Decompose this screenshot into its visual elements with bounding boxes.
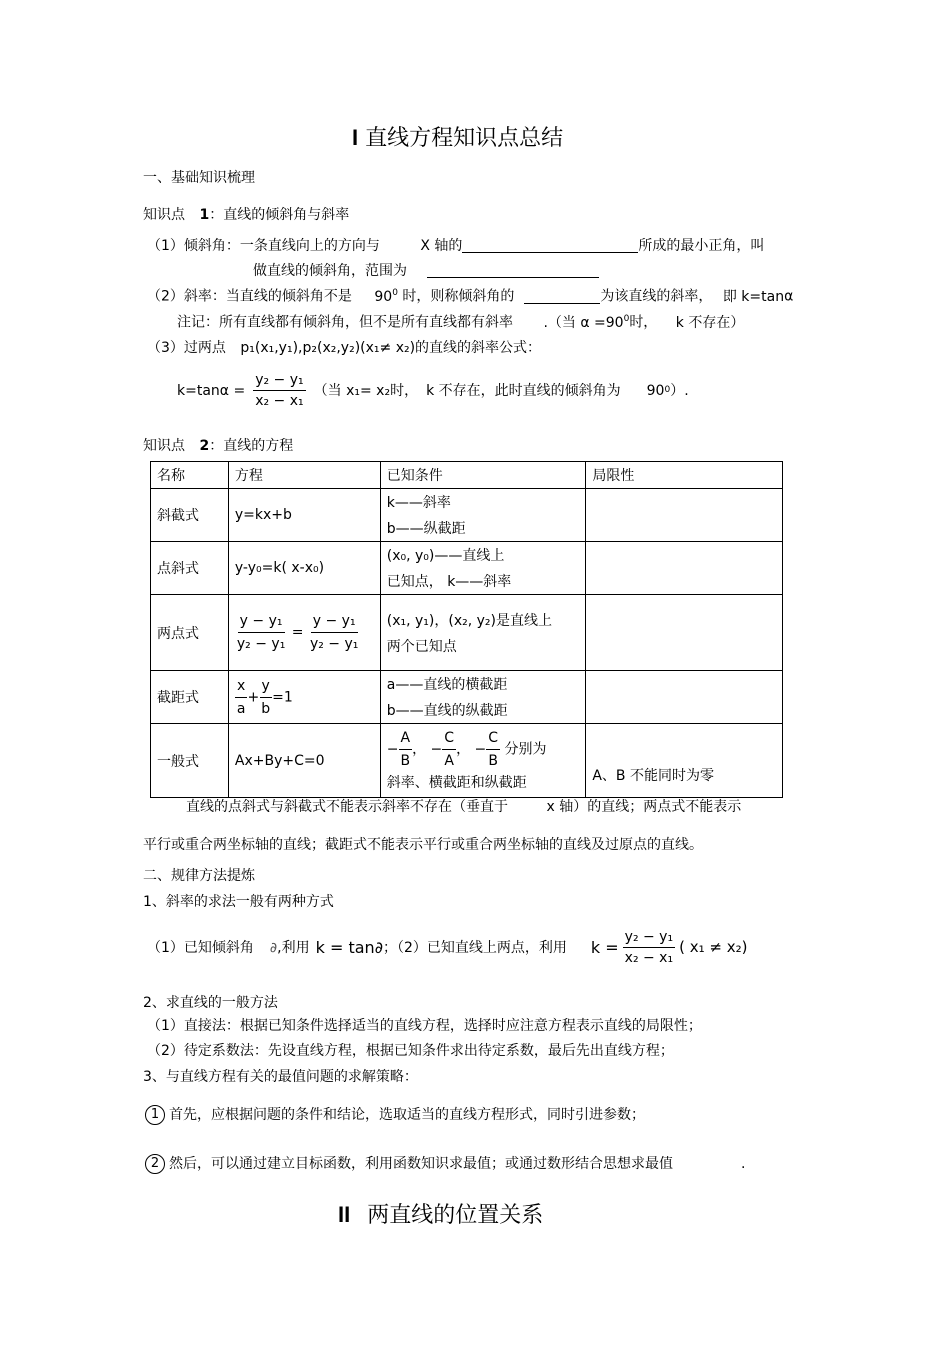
frac-den: a	[236, 700, 246, 717]
knowledge-point-1	[143, 208, 349, 222]
strategy-2-text: 然后，可以通过建立目标函数，利用函数知识求最值；或通过数形结合思想求最值	[169, 1156, 673, 1172]
l1-c: 所成的最小正角，叫	[638, 238, 765, 254]
slope-formula	[177, 373, 689, 408]
m1f-fraction	[623, 930, 675, 965]
m1f-c: k = tan∂	[315, 937, 383, 957]
slope-line	[147, 289, 793, 304]
method-3: 3、与直线方程有关的最值问题的求解策略：	[143, 1069, 418, 1085]
row-equation: y-y₀=k( x-x₀)	[228, 542, 380, 595]
row-limitation: A、B 不能同时为零	[586, 724, 783, 798]
row-limitation	[586, 671, 783, 724]
table-row	[151, 671, 783, 724]
title-1	[352, 127, 563, 150]
kp2-num: 2	[199, 438, 210, 454]
note1-b: x 轴）的直线；两点式不能表示	[546, 799, 742, 815]
l4-b: .（当 α =90	[543, 314, 624, 331]
frac-1	[235, 613, 287, 652]
row-condition	[380, 542, 586, 595]
frac-den: y₂ − y₁	[309, 636, 359, 652]
cond-line: 已知点， k——斜率	[386, 574, 512, 590]
row-limitation	[586, 595, 783, 671]
method-2: 2、求直线的一般方法	[143, 995, 278, 1011]
neg-sign: −	[430, 741, 443, 757]
section-2-heading: 二、规律方法提炼	[143, 868, 255, 884]
neg-sign: −	[386, 741, 399, 757]
frac-den: B	[400, 752, 411, 769]
cond-line: (x₁, y₁)，(x₂, y₂)是直线上	[386, 612, 552, 629]
method-1-formula	[147, 930, 747, 965]
table-row	[151, 595, 783, 671]
frac-num: y	[260, 678, 272, 698]
slope-rhs-b: k 不存在，此时直线的倾斜角为	[426, 382, 621, 399]
l3-e: 即 k=tan	[722, 288, 785, 305]
slope-rhs-d: ）.	[670, 382, 689, 399]
method-2a: （1）直接法：根据已知条件选择适当的直线方程，选择时应注意方程表示直线的局限性；	[147, 1018, 702, 1034]
frac-den: y₂ − y₁	[236, 636, 286, 652]
slope-rhs-a: （当 x₁= x₂时，	[313, 382, 419, 399]
frac-2	[308, 613, 360, 652]
general-fractions	[387, 730, 580, 769]
cond-line: k——斜率	[386, 495, 451, 511]
l3-a: （2）斜率：当直线的倾斜角不是	[147, 288, 352, 305]
m1f-e: k =	[590, 937, 619, 957]
separator: ，	[412, 741, 427, 757]
slope-lhs: k=tanα =	[177, 382, 246, 399]
l3-b-sup: 0	[392, 288, 398, 298]
row-equation	[228, 595, 380, 671]
table-row	[151, 542, 783, 595]
frac-num: C	[442, 730, 456, 750]
l4-c: 时，	[629, 314, 658, 331]
circled-number-1: 1	[145, 1105, 165, 1125]
row-limitation	[586, 542, 783, 595]
equals-sign: =	[291, 624, 304, 641]
l3-d: 为该直线的斜率，	[600, 288, 713, 305]
neg-sign: −	[474, 741, 487, 757]
row-condition	[380, 671, 586, 724]
slope-rhs-c: 90	[646, 382, 665, 399]
frac-num: y − y₁	[311, 613, 358, 633]
strategy-2	[145, 1154, 745, 1174]
frac-den: B	[488, 752, 498, 769]
header-condition: 已知条件	[380, 462, 586, 489]
l5-b: p₁(x₁,y₁),p₂(x₂,y₂)(x₁≠ x₂)的直线的斜率公式：	[240, 340, 542, 356]
plus-sign: +	[247, 689, 260, 705]
frac-x-a	[235, 678, 248, 717]
row-condition	[380, 724, 586, 798]
frac-den: A	[444, 752, 454, 769]
inclination-line-2	[253, 264, 599, 278]
strategy-1-text: 首先，应根据问题的条件和结论，选取适当的直线方程形式，同时引进参数；	[169, 1107, 645, 1123]
circled-number-2: 2	[145, 1154, 165, 1174]
frac-num: C	[486, 730, 500, 750]
slope-fraction	[253, 373, 305, 408]
l3-c: 时，则称倾斜角的	[402, 288, 515, 305]
kp1-num: 1	[199, 207, 210, 223]
table-header-row	[151, 462, 783, 489]
blank-1	[462, 252, 638, 253]
alpha-symbol: α	[784, 288, 794, 305]
note-paragraph-1	[186, 800, 741, 814]
method-2b: （2）待定系数法：先设直线方程，根据已知条件求出待定系数，最后先出直线方程；	[147, 1043, 674, 1059]
note-line	[177, 315, 744, 330]
slope-num: y₂ − y₁	[253, 373, 305, 391]
header-name: 名称	[151, 462, 229, 489]
frac-num: x	[235, 678, 247, 698]
line-equation-table	[150, 461, 783, 798]
cond-tail: 分别为	[504, 741, 547, 757]
title-1-roman: I	[352, 125, 359, 150]
cond-line: 两个已知点	[386, 638, 457, 655]
knowledge-point-2	[143, 439, 293, 453]
kp2-text: ：直线的方程	[209, 438, 294, 454]
frac-c-b	[486, 730, 500, 769]
blank-2	[427, 277, 599, 278]
section-1-heading: 一、基础知识梳理	[143, 170, 255, 186]
note-paragraph-2: 平行或重合两坐标轴的直线；截距式不能表示平行或重合两坐标轴的直线及过原点的直线。	[143, 837, 703, 853]
cond-line: 斜率、横截距和纵截距	[386, 774, 527, 791]
m1f-d: ；（2）已知直线上两点，利用	[382, 939, 567, 956]
kp1-label: 知识点	[143, 207, 185, 223]
row-name: 截距式	[151, 671, 229, 724]
row-name: 一般式	[151, 724, 229, 798]
header-limitation: 局限性	[586, 462, 783, 489]
frac-y-b	[259, 678, 272, 717]
strategy-2-end: .	[741, 1156, 746, 1172]
l5-a: （3）过两点	[147, 340, 226, 356]
slope-den: x₂ − x₁	[255, 393, 304, 409]
l4-b-sup: 0	[623, 314, 630, 324]
cond-line: b——纵截距	[386, 521, 466, 537]
table-row	[151, 724, 783, 798]
row-condition	[380, 595, 586, 671]
row-equation: Ax+By+C=0	[228, 724, 380, 798]
separator: ，	[456, 741, 471, 757]
header-equation: 方程	[228, 462, 380, 489]
frac-a-b	[398, 730, 412, 769]
row-equation: y=kx+b	[228, 489, 380, 542]
l4-a: 注记：所有直线都有倾斜角，但不是所有直线都有斜率	[177, 314, 513, 331]
table-row	[151, 489, 783, 542]
frac-num: A	[399, 730, 413, 750]
title-1-text: 直线方程知识点总结	[365, 126, 564, 151]
title-2-text: 两直线的位置关系	[367, 1203, 544, 1228]
row-equation	[228, 671, 380, 724]
frac-den: b	[261, 700, 271, 717]
m1f-a: （1）已知倾斜角	[147, 939, 254, 956]
frac-c-a	[442, 730, 456, 769]
cond-line: b——直线的纵截距	[386, 703, 508, 719]
cond-line: a——直线的横截距	[386, 677, 508, 693]
eq-tail: =1	[272, 689, 293, 705]
row-name: 点斜式	[151, 542, 229, 595]
theta-symbol: ∂	[269, 939, 278, 956]
strategy-1	[145, 1105, 645, 1125]
m1f-b: ,利用	[277, 939, 310, 956]
row-name: 两点式	[151, 595, 229, 671]
two-points-line	[147, 341, 541, 355]
inclination-line-1	[147, 239, 764, 253]
kp2-label: 知识点	[143, 438, 185, 454]
title-2-roman: II	[338, 1202, 351, 1227]
m1f-den: x₂ − x₁	[624, 950, 674, 966]
m1f-num: y₂ − y₁	[623, 930, 675, 948]
slope-rhs-sup: 0	[664, 385, 671, 395]
row-condition	[380, 489, 586, 542]
l4-d: k 不存在）	[675, 314, 745, 331]
method-1: 1、斜率的求法一般有两种方式	[143, 894, 334, 910]
row-limitation	[586, 489, 783, 542]
l1-a: （1）倾斜角：一条直线向上的方向与	[147, 238, 380, 254]
frac-num: y − y₁	[238, 613, 285, 633]
row-name: 斜截式	[151, 489, 229, 542]
cond-line: (x₀, y₀)——直线上	[386, 548, 505, 564]
note1-a: 直线的点斜式与斜截式不能表示斜率不存在（垂直于	[186, 799, 508, 815]
l1-b: X 轴的	[420, 238, 463, 254]
blank-3	[524, 303, 600, 304]
title-2	[338, 1204, 543, 1227]
l3-b: 90	[374, 288, 393, 305]
m1f-f: ( x₁ ≠ x₂)	[679, 938, 748, 956]
kp1-text: ：直线的倾斜角与斜率	[209, 207, 350, 223]
l2-a: 做直线的倾斜角，范围为	[253, 263, 407, 279]
